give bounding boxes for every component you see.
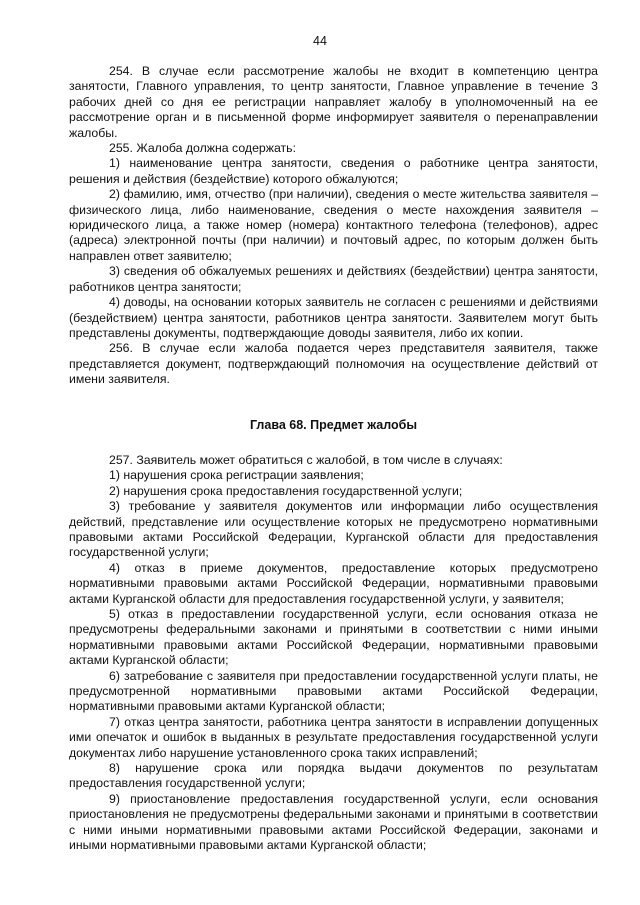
paragraph-256: 256. В случае если жалоба подается через представителя заявителя, также представляется документ, подтверждающий полномочия на осуществление действий от имени заявителя. <box>69 341 598 387</box>
paragraph-257-item-7: 7) отказ центра занятости, работника центра занятости в исправлении допущенных ими опечаток и ошибок в выданных в результате предоставления государственной услуги документах либо нарушение установленного срока таких исправлений; <box>69 714 598 760</box>
paragraph-257-item-9: 9) приостановление предоставления государственной услуги, если основания приостановления не предусмотрены федеральными законами и принятыми в соответствии с ними иными нормативными правовыми актами Российской Федерации, законами и иными нормативными правовыми актами Курганской области; <box>69 791 598 853</box>
paragraph-254: 254. В случае если рассмотрение жалобы не входит в компетенцию центра занятости, Главного управления, то центр занятости, Главное управление в течение 3 рабочих дней со дня ее регистрации направляет жалобу в уполномоченный на ее рассмотрение орган и в письменной форме информирует заявителя о перенаправлении жалобы. <box>69 64 598 140</box>
paragraph-257-item-4: 4) отказ в приеме документов, предоставление которых предусмотрено нормативными правовыми актами Российской Федерации, нормативными правовыми актами Курганской области для предоставления государственной услуги, у заявителя; <box>69 560 598 606</box>
chapter-title: Глава 68. Предмет жалобы <box>249 417 418 432</box>
paragraph-257-item-5: 5) отказ в предоставлении государственной услуги, если основания отказа не предусмотрены федеральными законами и принятыми в соответствии с ними иными нормативными правовыми актами Российской Федерации, нормативными правовыми актами Курганской области; <box>69 607 598 668</box>
paragraph-255-item-1: 1) наименование центра занятости, сведения о работнике центра занятости, решения и действия (бездействие) которого обжалуются; <box>69 156 598 186</box>
paragraph-257: 257. Заявитель может обратиться с жалобой, в том числе в случаях: <box>109 452 503 467</box>
page-number: 44 <box>313 34 327 48</box>
paragraph-257-item-2: 2) нарушения срока предоставления государственной услуги; <box>109 483 463 498</box>
paragraph-255-item-3: 3) сведения об обжалуемых решениях и действиях (бездействии) центра занятости, работников центра занятости; <box>69 264 598 294</box>
paragraph-257-item-1: 1) нарушения срока регистрации заявления; <box>109 468 364 483</box>
paragraph-257-item-6: 6) затребование с заявителя при предоставлении государственной услуги платы, не предусмотренной нормативными правовыми актами Российской Федерации, нормативными правовыми актами Курганской области; <box>69 668 598 714</box>
paragraph-255-item-2: 2) фамилию, имя, отчество (при наличии), сведения о месте жительства заявителя – физического лица, либо наименование, сведения о месте нахождения заявителя – юридического лица, а также номер (номера) контактного телефона (телефонов), адрес (адреса) электронной почты (при наличии) и почтовый адрес, по которым должен быть направлен ответ заявителю; <box>69 187 598 263</box>
paragraph-255-item-4: 4) доводы, на основании которых заявитель не согласен с решениями и действиями (бездействием) центра занятости, работников центра занятости. Заявителем могут быть представлены документы, подтверждающие доводы заявителя, либо их копии. <box>69 295 598 340</box>
paragraph-257-item-3: 3) требование у заявителя документов или информации либо осуществления действий, представление или осуществление которых не предусмотрено нормативными правовыми актами Российской Федерации, Курганской области для предоставления государственной услуги; <box>69 499 598 560</box>
paragraph-257-item-8: 8) нарушение срока или порядка выдачи документов по результатам предоставления государственной услуги; <box>69 761 598 791</box>
paragraph-255: 255. Жалоба должна содержать: <box>109 141 296 156</box>
document-body <box>69 64 598 854</box>
